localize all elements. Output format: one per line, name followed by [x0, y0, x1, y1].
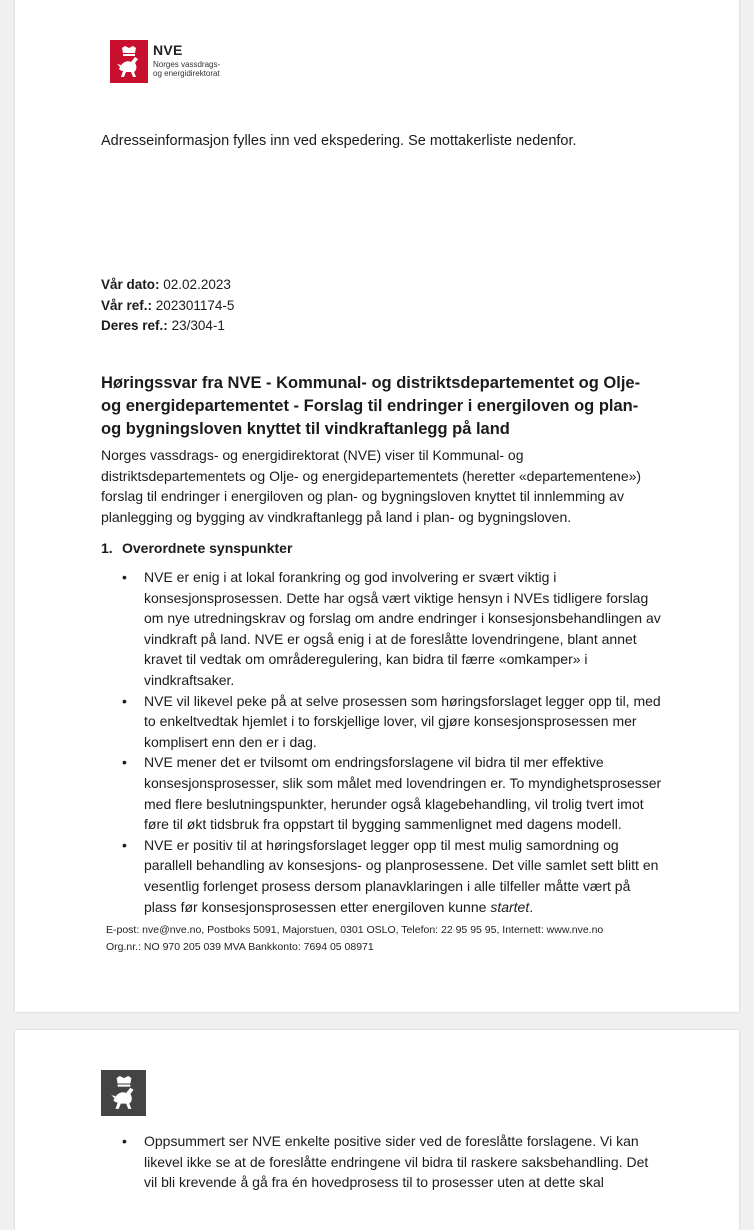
- letter-page-1: [15, 0, 739, 1012]
- bullet-list: [121, 567, 711, 917]
- emphasis-word: startet: [490, 898, 530, 915]
- bullet-line-text: plass før konsesjonsprosessen etter energiloven kunne: [144, 898, 491, 915]
- bullet-line: parallell behandling av konsesjons- og planprosessene. Det ville samlet sett blitt en: [144, 857, 659, 874]
- bullet-line: likevel ikke se at de foreslåtte endringene vil bidra til raskere saksbehandling. Det: [144, 1153, 649, 1170]
- intro-line: Norges vassdrags- og energidirektorat (NVE) viser til Kommunal- og: [101, 447, 524, 463]
- bullet-dot: •: [122, 836, 127, 853]
- bullet-item: [121, 567, 711, 691]
- section-number: 1.: [101, 540, 113, 556]
- our-ref-label: Vår ref.:: [101, 297, 153, 313]
- letter-footer: [106, 922, 603, 956]
- letter-title: [101, 372, 701, 441]
- bullet-line: Oppsummert ser NVE enkelte positive sider ved de foreslåtte forslagene. Vi kan: [144, 1133, 639, 1149]
- bullet-line: konsesjonsprosesser, slik som målet med lovendringen er. To myndighetsprosesser: [144, 774, 662, 791]
- bullet-line: føre til økt tidsbruk fra oppstart til bygging sammenlignet med dagens modell.: [144, 816, 622, 833]
- coat-of-arms-icon: [101, 1070, 146, 1116]
- coat-of-arms-icon: [110, 40, 148, 83]
- bullet-item: [121, 835, 711, 917]
- bullet-line: konsesjonsprosessen. Dette har også vært viktige hensyn i NVEs tidligere forslag: [144, 589, 649, 606]
- date-label: Vår dato:: [101, 277, 160, 292]
- bullet-line: vil bli krevende å gå fra én hovedprosess til to prosesser uten at dette skal: [144, 1174, 604, 1191]
- bullet-line: NVE mener det er tvilsomt om endringsforslagene vil bidra til mer effektive: [144, 754, 604, 771]
- bullet-line: [144, 897, 711, 918]
- bullet-dot: •: [122, 754, 127, 771]
- logo-subtitle-line2: og energidirektorat: [153, 69, 220, 78]
- bullet-item: [121, 752, 711, 834]
- intro-line: distriktsdepartementets og Olje- og energidepartementets (heretter «departementene»): [101, 467, 642, 484]
- intro-line: planlegging og bygging av vindkraftanlegg på land i plan- og bygningsloven.: [101, 508, 572, 525]
- date-row: [101, 275, 234, 296]
- bullet-line: vindkraftsaker.: [144, 671, 235, 688]
- reference-block: [101, 275, 234, 337]
- intro-paragraph: [101, 445, 711, 527]
- title-line: Høringssvar fra NVE - Kommunal- og distriktsdepartementet og Olje-: [101, 374, 641, 392]
- bullet-line: NVE er enig i at lokal forankring og god involvering er svært viktig i: [144, 569, 557, 585]
- bullet-dot: •: [122, 692, 127, 709]
- logo-subtitle-line1: Norges vassdrags-: [153, 60, 221, 69]
- title-line: og bygningsloven knyttet til vindkraftanlegg på land: [101, 420, 510, 438]
- bullet-line: NVE vil likevel peke på at selve prosessen som høringsforslaget legger opp til, med: [144, 692, 661, 709]
- our-ref-value: 202301174-5: [155, 297, 235, 313]
- bullet-line: med flere beslutningspunkter, herunder også klagebehandling, vil trolig tvert imot: [144, 795, 644, 812]
- bullet-line: om nye utredningskrav og forslag om andre endringer i konsesjonsbehandlingen av: [144, 610, 661, 627]
- bullet-dot: •: [122, 1133, 127, 1149]
- your-ref-label: Deres ref.:: [101, 318, 168, 333]
- bullet-list: [121, 1131, 711, 1193]
- bullet-line: to enkeltvedtak hjemlet i to forskjellige lover, vil gjøre konsesjonsprosessen mer: [144, 713, 637, 730]
- bullet-line: komplisert enn den er i dag.: [144, 733, 317, 750]
- section-heading: [101, 540, 292, 556]
- footer-contact: E-post: nve@nve.no, Postboks 5091, Majorstuen, 0301 OSLO, Telefon: 22 95 95 95, Internett: www.nve.no: [106, 924, 604, 936]
- date-value: 02.02.2023: [163, 277, 231, 292]
- bullet-line: vindkraft på land. NVE er også enig i at de foreslåtte lovendringene, blant annet: [144, 630, 637, 647]
- your-ref-row: [101, 316, 234, 337]
- our-ref-row: [101, 296, 234, 317]
- bullet-line: NVE er positiv til at høringsforslaget legger opp til mest mulig samordning og: [144, 836, 619, 853]
- section-title: Overordnete synspunkter: [122, 540, 293, 556]
- title-line: og energidepartementet - Forslag til endringer i energiloven og plan-: [101, 397, 639, 415]
- bullet-line: kravet til vedtak om områderegulering, kan bidra til færre «omkamper» i: [144, 651, 588, 668]
- nve-logo: [110, 40, 220, 83]
- bullet-dot: •: [122, 569, 127, 585]
- bullet-line-period: .: [529, 898, 534, 915]
- logo-name: NVE: [153, 42, 183, 58]
- footer-org: Org.nr.: NO 970 205 039 MVA Bankkonto: 7694 05 08971: [106, 941, 374, 953]
- letter-page-2: [15, 1030, 739, 1230]
- bullet-line: vesentlig forlenget prosess dersom planavklaringen i alle tilfeller måtte vært på: [144, 877, 631, 894]
- address-note: Adresseinformasjon fylles inn ved ekspedering. Se mottakerliste nedenfor.: [101, 133, 577, 149]
- intro-line: forslag til endringer i energiloven og plan- og bygningsloven knyttet til innlemming av: [101, 488, 624, 505]
- bullet-item: [121, 1131, 711, 1193]
- bullet-item: [121, 691, 711, 753]
- your-ref-value: 23/304-1: [171, 318, 225, 333]
